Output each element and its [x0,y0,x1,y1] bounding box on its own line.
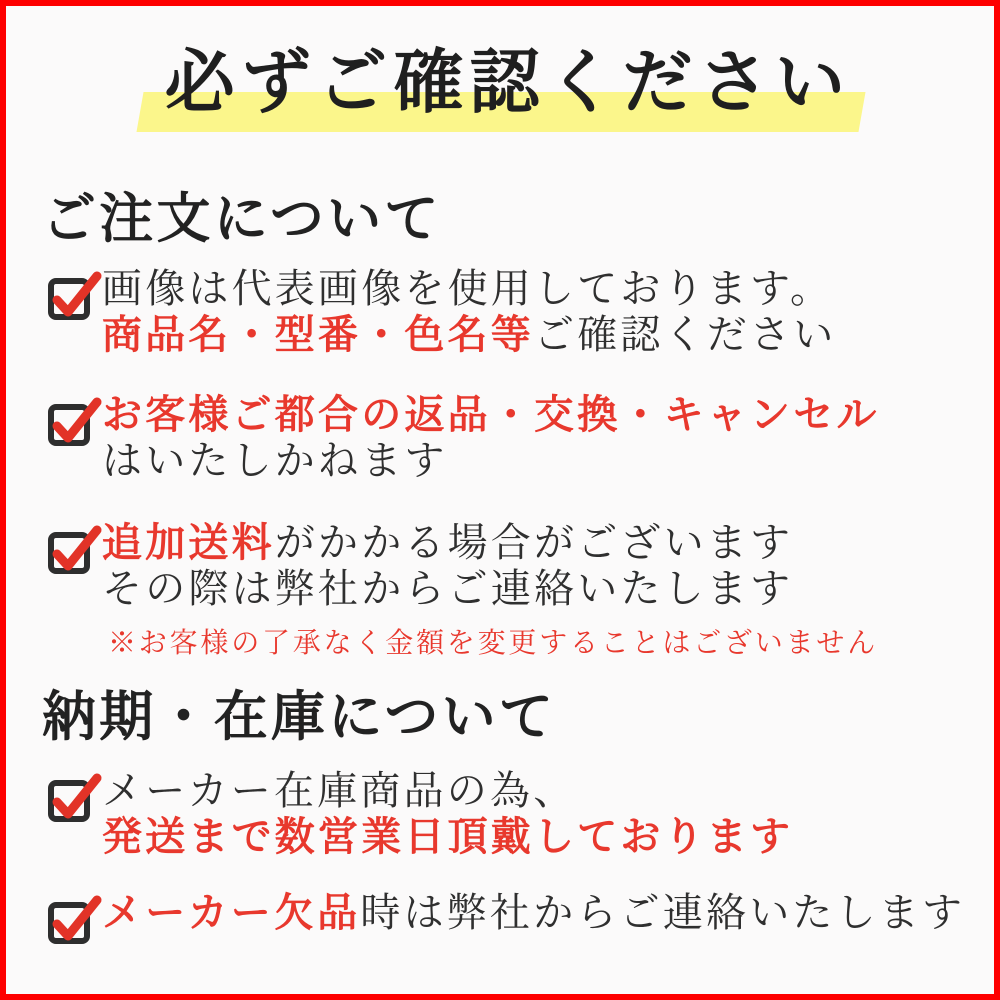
item-text [102,392,880,485]
check-mark-icon [49,396,103,450]
check-mark-icon [49,270,103,324]
text-segment: 追加送料 [102,520,275,565]
item-line [102,392,880,438]
section-heading-stock: 納期・在庫について [42,687,557,747]
checkbox-icon [48,780,90,822]
list-item [48,520,878,660]
checkbox-icon [48,278,90,320]
list-item [48,768,793,861]
page-title: 必ずご確認ください [164,45,852,122]
text-segment: 発送まで数営業日頂戴しております [102,814,794,860]
list-item [48,266,836,359]
item-text [102,266,836,359]
fine-print-note: ※お客様の了承なく金額を変更することはございません [108,627,879,659]
list-item [48,392,880,485]
item-line [102,438,880,484]
text-segment: はいたしかねます [102,438,448,484]
text-segment: 商品名・型番・色名等 [102,312,534,358]
text-segment: メーカー欠品 [102,890,361,935]
item-text [102,890,965,936]
text-segment: ご確認ください [534,312,837,358]
item-line [102,266,836,312]
section-heading-order: ご注文について [42,189,442,249]
item-line [102,312,836,358]
text-segment: お客様ご都合の返品・交換・キャンセル [102,392,880,437]
text-segment: 時は弊社からご連絡いたします [360,890,966,935]
item-line [102,814,793,860]
checkbox-icon [48,902,90,944]
text-segment: 画像は代表画像を使用しております。 [102,266,834,311]
checkbox-icon [48,404,90,446]
title-area [22,40,994,128]
text-segment: がかかる場合がございます [274,520,794,565]
check-mark-icon [49,894,103,948]
check-mark-icon [49,772,103,826]
item-line [102,890,965,936]
item-text [102,768,793,861]
list-item [48,890,965,944]
item-line [102,566,878,612]
checkbox-icon [48,532,90,574]
text-segment: メーカー在庫商品の為、 [102,768,577,813]
item-line [102,520,878,566]
item-line [102,768,793,814]
check-mark-icon [49,524,103,578]
text-segment: その際は弊社からご連絡いたします [102,566,794,612]
item-text [102,520,878,660]
